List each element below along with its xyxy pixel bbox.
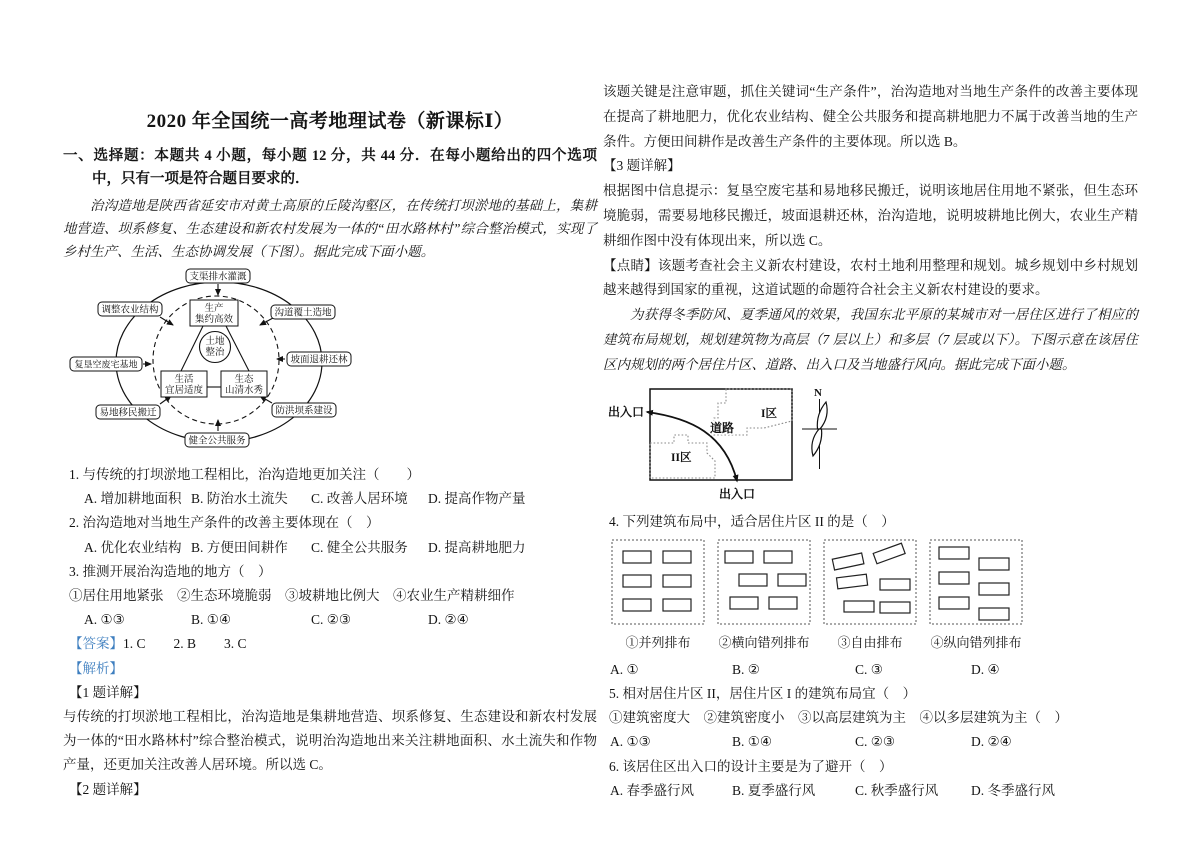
detail-3-text: 根据图中信息提示：复垦空废宅基和易地移民搬迁，说明该地居住用地不紧张，但生态环境脆弱，需要易地移民搬迁，坡面退耕还林，治沟造地，说明坡耕地比例大，农业生产精耕细作图中没有体现出来，所以选 C。	[603, 183, 1138, 248]
answer-line	[63, 632, 597, 656]
option: D. ②④	[971, 734, 1012, 750]
question-5: 5. 相对居住片区 II，居住片区 I 的建筑布局宜（ ）	[609, 686, 917, 702]
option: C. 健全公共服务	[311, 539, 408, 555]
question-5-options	[603, 730, 1138, 754]
option: D. 冬季盛行风	[971, 782, 1055, 798]
question-6: 6. 该居住区出入口的设计主要是为了避开（ ）	[609, 758, 893, 774]
svg-text:防洪坝系建设: 防洪坝系建设	[275, 406, 333, 417]
analysis-line	[63, 657, 597, 681]
option: B. 防治水土流失	[191, 491, 288, 507]
intro-paragraph-1: 治沟造地是陕西省延安市对黄土高原的丘陵沟壑区，在传统打坝淤地的基础上，集耕地营造、坝系修复、生态建设和新农村发展为一体的“田水路林村”综合整治模式，实现了乡村生产、生活、生态协调发展（下图）。据此完成下面小题。	[63, 198, 597, 259]
option: C. 秋季盛行风	[855, 782, 939, 798]
question-4: 4. 下列建筑布局中，适合居住片区 II 的是（ ）	[609, 513, 895, 529]
wind-rose-icon	[802, 387, 837, 469]
option: B. ②	[732, 661, 760, 677]
option: B. ①④	[191, 612, 231, 628]
answer-3: 3. C	[224, 636, 247, 652]
question-6-options	[603, 779, 1138, 803]
question-4-options	[603, 658, 1138, 682]
option: A. ①	[610, 661, 639, 677]
svg-text:支渠排水灌溉: 支渠排水灌溉	[189, 272, 247, 283]
svg-text:宜居适度: 宜居适度	[164, 386, 204, 396]
answer-label: 【答案】	[69, 636, 123, 652]
question-3-options	[63, 608, 597, 632]
svg-text:复垦空废宅基地: 复垦空废宅基地	[74, 359, 138, 370]
svg-text:集约高效: 集约高效	[194, 315, 234, 325]
option: B. 方便田间耕作	[191, 539, 288, 555]
option: C. ③	[855, 661, 883, 677]
option: A. 优化农业结构	[84, 539, 182, 555]
detail-1-label: 【1 题详解】	[69, 684, 147, 700]
answer-2: 2. B	[173, 636, 197, 652]
answer-1: 1. C	[123, 636, 146, 652]
right-column	[603, 0, 1138, 803]
land-remediation-flowchart	[69, 263, 369, 461]
option: A. ①③	[84, 612, 125, 628]
question-2: 2. 治沟造地对当地生产条件的改善主要体现在（ ）	[69, 515, 380, 531]
question-5-items: ①建筑密度大 ②建筑密度小 ③以高层建筑为主 ④以多层建筑为主（ ）	[609, 710, 1068, 726]
question-3-items: ①居住用地紧张 ②生态环境脆弱 ③坡耕地比例大 ④农业生产精耕细作	[69, 588, 515, 604]
svg-text:土地: 土地	[205, 337, 225, 347]
svg-text:山清水秀: 山清水秀	[224, 386, 264, 396]
entrance-bottom-label: 出入口	[719, 486, 756, 501]
svg-text:坡面退耕还林: 坡面退耕还林	[290, 355, 348, 366]
layout-option-labels	[603, 632, 1138, 651]
detail-1-text: 与传统的打坝淤地工程相比，治沟造地是集耕地营造、坝系修复、生态建设和新农村发展为一体的“田水路林村”综合整治模式，说明治沟造地出来关注耕地面积、水土流失和作物产量，还更加关注改善人居环境。所以选 C。	[63, 709, 597, 773]
option: C. 改善人居环境	[311, 491, 408, 507]
svg-text:N: N	[814, 386, 822, 399]
svg-text:调整农业结构: 调整农业结构	[101, 305, 159, 316]
layout-label-4: ④纵向错列排布	[930, 634, 1022, 650]
svg-text:沟道覆土造地: 沟道覆土造地	[274, 308, 332, 319]
option: D. 提高作物产量	[428, 491, 526, 507]
layout-option-panels	[603, 539, 1138, 625]
page-title: 2020 年全国统一高考地理试卷（新课标Ⅰ）	[146, 111, 514, 132]
zone-2-label: II区	[671, 451, 692, 464]
residential-district-map	[603, 382, 848, 507]
svg-text:易地移民搬迁: 易地移民搬迁	[99, 408, 157, 419]
option: A. 增加耕地面积	[84, 491, 182, 507]
panel-parallel-layout	[611, 539, 705, 625]
tip-text: 该题考查社会主义新农村建设，农村土地利用整理和规划。城乡规划中乡村规划越来越得到国家的重视，这道试题的命题符合社会主义新农村建设的要求。	[603, 257, 1139, 298]
entrance-left-label: 出入口	[608, 404, 645, 419]
panel-free-layout	[823, 539, 917, 625]
panel-vertical-staggered-layout	[929, 539, 1023, 625]
explanation-2-continued: 该题关键是注意审题，抓住关键词“生产条件”，治沟造地对当地生产条件的改善主要体现在提高了耕地肥力，优化农业结构、健全公共服务和提高耕地肥力不属于改善当地的生产条件。方便田间耕作是改善生产条件的主要体现。所以选 B。	[603, 84, 1138, 149]
svg-text:生态: 生态	[234, 375, 254, 385]
option: D. ②④	[428, 612, 469, 628]
option: B. 夏季盛行风	[732, 782, 816, 798]
option: D. ④	[971, 661, 1000, 677]
svg-text:健全公共服务: 健全公共服务	[188, 436, 246, 447]
intro-paragraph-2: 为获得冬季防风、夏季通风的效果，我国东北平原的某城市对一居住区进行了相应的建筑布局规划，规划建筑物为高层（7 层以上）和多层（7 层或以下）。下图示意在该居住区内规划的两个居住片区、道路、出入口及当地盛行风向。据此完成下面小题。	[603, 307, 1138, 372]
panel-horizontal-staggered-layout	[717, 539, 811, 625]
option: C. ②③	[311, 612, 351, 628]
tip-paragraph	[603, 254, 1138, 304]
tip-label: 【点睛】	[603, 257, 658, 273]
layout-label-2: ②横向错列排布	[718, 634, 810, 650]
layout-label-1: ①并列排布	[625, 634, 691, 650]
section-heading: 一、选择题：本题共 4 小题，每小题 12 分，共 44 分．在每小题给出的四个选项中，只有一项是符合题目要求的．	[63, 148, 597, 187]
questions-1-3	[63, 463, 597, 802]
detail-2-label: 【2 题详解】	[69, 781, 147, 797]
question-2-options	[63, 536, 597, 560]
question-1-options	[63, 487, 597, 511]
left-column	[63, 0, 597, 802]
svg-text:生活: 生活	[174, 375, 194, 385]
option: A. ①③	[610, 734, 651, 750]
option: A. 春季盛行风	[610, 782, 694, 798]
road-label: 道路	[710, 420, 735, 435]
analysis-label: 【解析】	[69, 660, 123, 676]
layout-label-3: ③自由排布	[837, 634, 903, 650]
question-3: 3. 推测开展治沟造地的地方（ ）	[69, 563, 272, 579]
question-1: 1. 与传统的打坝淤地工程相比，治沟造地更加关注（ ）	[69, 467, 420, 482]
svg-text:生产: 生产	[204, 304, 224, 314]
zone-1-label: I区	[761, 407, 777, 420]
option: C. ②③	[855, 734, 895, 750]
detail-3-label: 【3 题详解】	[603, 158, 681, 174]
option: B. ①④	[732, 734, 772, 750]
svg-text:整治: 整治	[205, 348, 225, 358]
option: D. 提高耕地肥力	[428, 539, 526, 555]
